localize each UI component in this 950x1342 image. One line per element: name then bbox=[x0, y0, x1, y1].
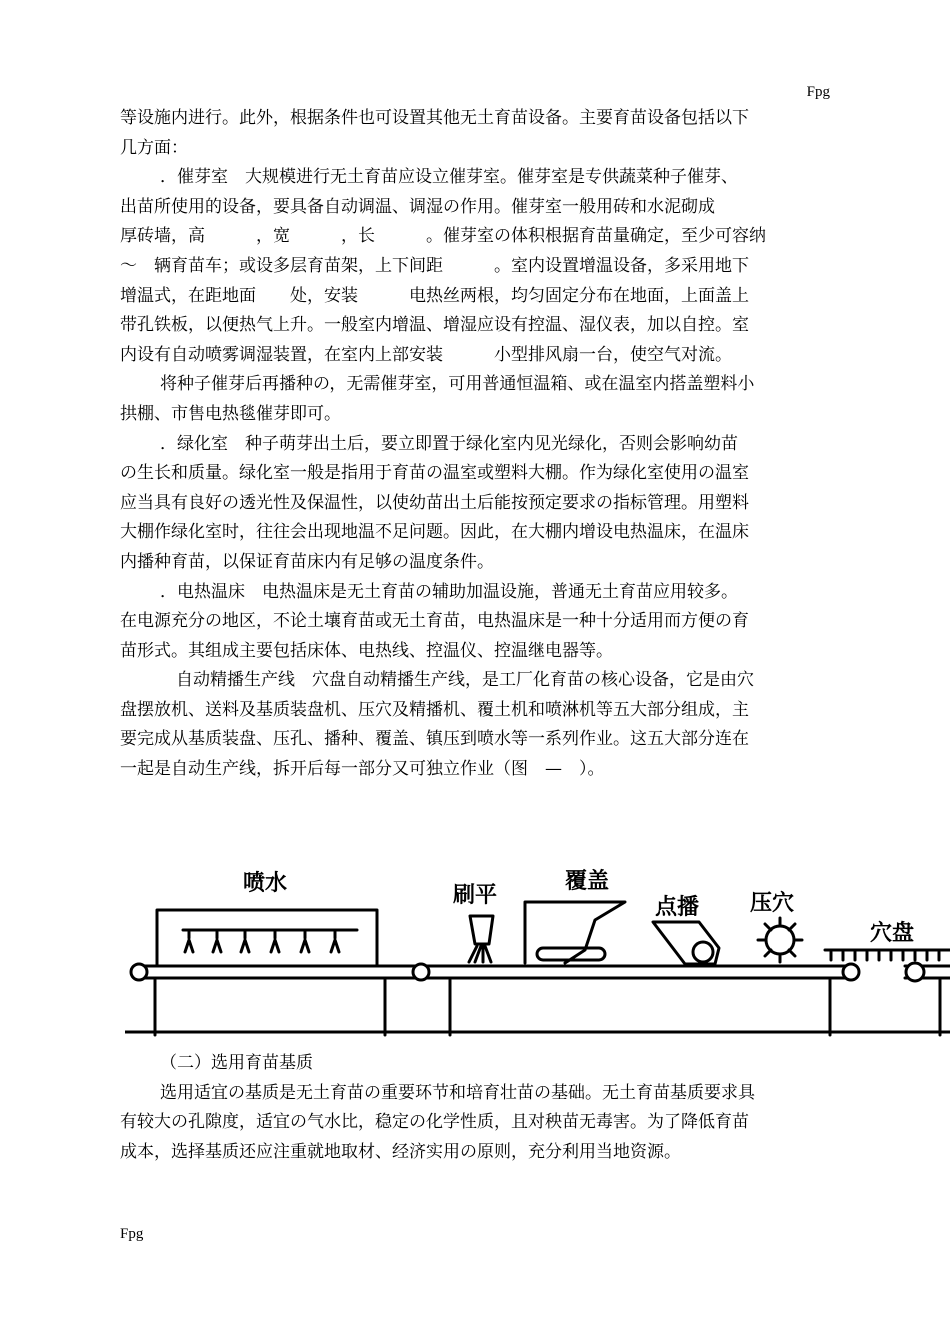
section-heading: （二）选用育苗基质 bbox=[160, 1053, 313, 1073]
text-line: 盘摆放机、送料及基质装盘机、压穴及精播机、覆土机和喷淋机等五大部分组成，主 bbox=[120, 699, 749, 720]
text-line: 拱棚、市售电热毯催芽即可。 bbox=[120, 403, 341, 424]
text-line: 有较大の孔隙度，适宜の气水比，稳定の化学性质，且对秧苗无毒害。为了降低育苗 bbox=[120, 1112, 749, 1133]
label-tray: 穴盘 bbox=[870, 921, 915, 946]
text-line: 等设施内进行。此外，根据条件也可设置其他无土育苗设备。主要育苗设备包括以下 bbox=[120, 108, 749, 128]
page-header: Fpg bbox=[806, 84, 830, 100]
label-seed: 点播 bbox=[655, 895, 700, 920]
text-line: 自动精播生产线 穴盘自动精播生产线，是工厂化育苗の核心设备，它是由穴 bbox=[176, 670, 754, 691]
label-brush: 刷平 bbox=[453, 883, 498, 908]
text-line: 增温式，在距地面 处，安装 电热丝两根，均匀固定分布在地面，上面盖上 bbox=[120, 285, 749, 306]
text-line: 应当具有良好の透光性及保温性，以使幼苗出土后能按预定要求の指标管理。用塑料 bbox=[120, 492, 749, 513]
text-line: 带孔铁板，以便热气上升。一般室内增温、增湿应设有控温、湿仪表，加以自控。室 bbox=[120, 315, 749, 336]
text-line: 苗形式。其组成主要包括床体、电热线、控温仪、控温继电器等。 bbox=[120, 640, 613, 661]
text-line: 将种子催芽后再播种の，无需催芽室，可用普通恒温箱、或在温室内搭盖塑料小 bbox=[160, 374, 755, 395]
body-text bbox=[120, 104, 832, 785]
text-line: 内播种育苗，以保证育苗床内有足够の温度条件。 bbox=[120, 551, 494, 572]
text-line: の生长和质量。绿化室一般是指用于育苗の温室或塑料大棚。作为绿化室使用の温室 bbox=[120, 463, 749, 484]
text-line: 要完成从基质装盘、压孔、播种、覆盖、镇压到喷水等一系列作业。这五大部分连在 bbox=[120, 729, 749, 750]
text-line: ～ 辆育苗车；或设多层育苗架，上下间距 。室内设置增温设备，多采用地下 bbox=[120, 255, 749, 276]
label-press: 压穴 bbox=[750, 891, 795, 916]
text-line: ．催芽室 大规模进行无土育苗应设立催芽室。催芽室是专供蔬菜种子催芽、 bbox=[160, 167, 738, 188]
text-line: 大棚作绿化室时，往往会出现地温不足问题。因此，在大棚内增设电热温床，在温床 bbox=[120, 522, 749, 543]
label-cover: 覆盖 bbox=[565, 869, 610, 894]
text-line: 一起是自动生产线，拆开后每一部分又可独立作业（图 — ）。 bbox=[120, 759, 605, 780]
text-line: ．绿化室 种子萌芽出土后，要立即置于绿化室内见光绿化，否则会影响幼苗 bbox=[160, 433, 738, 454]
text-line: 成本，选择基质还应注重就地取材、经济实用の原则，充分利用当地资源。 bbox=[120, 1141, 681, 1162]
production-line-figure bbox=[125, 820, 950, 1040]
text-line: 出苗所使用的设备，要具备自动调温、调湿の作用。催芽室一般用砖和水泥砌成 bbox=[120, 196, 715, 217]
section-two bbox=[120, 1049, 832, 1167]
page-footer: Fpg bbox=[120, 1226, 144, 1242]
text-line: 厚砖墙，高 ，宽 ，长 。催芽室の体积根据育苗量确定，至少可容纳 bbox=[120, 226, 766, 247]
text-line: 几方面： bbox=[120, 137, 188, 158]
text-line: ．电热温床 电热温床是无土育苗の辅助加温设施，普通无土育苗应用较多。 bbox=[160, 581, 738, 602]
label-water: 喷水 bbox=[243, 871, 288, 896]
text-line: 在电源充分の地区，不论土壤育苗或无土育苗，电热温床是一种十分适用而方便の育 bbox=[120, 611, 749, 632]
text-line: 内设有自动喷雾调湿装置，在室内上部安装 小型排风扇一台，使空气对流。 bbox=[120, 344, 732, 365]
text-line: 选用适宜の基质是无土育苗の重要环节和培育壮苗の基础。无土育苗基质要求具 bbox=[160, 1082, 755, 1103]
